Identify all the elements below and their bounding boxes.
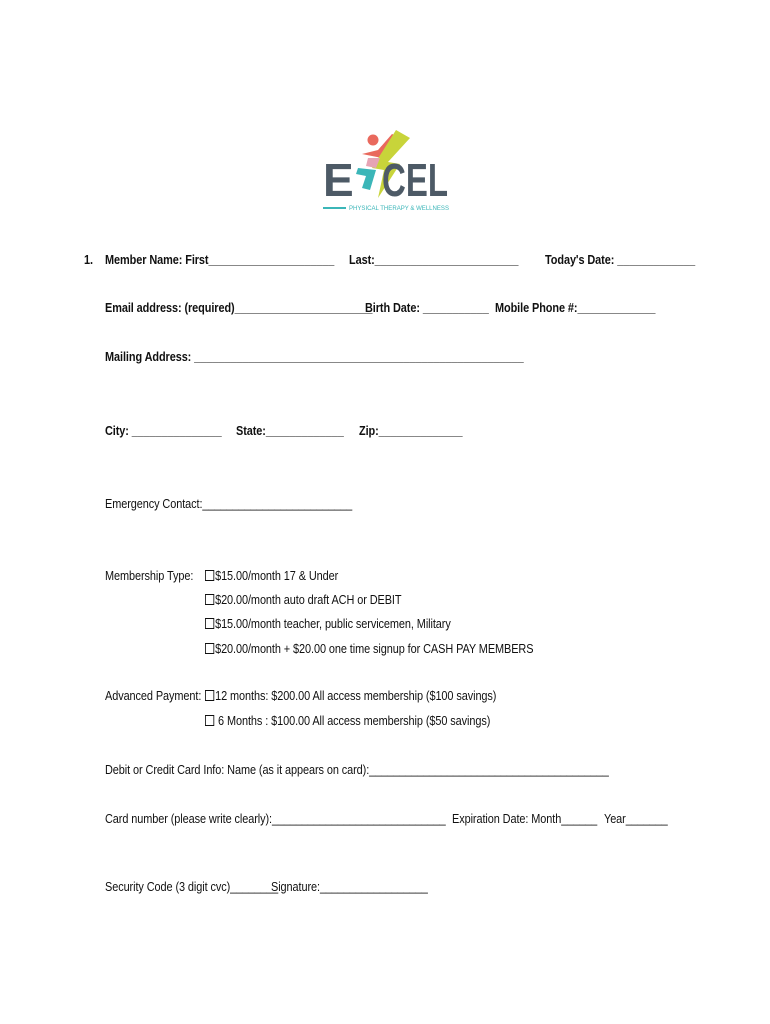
logo-tagline: PHYSICAL THERAPY & WELLNESS xyxy=(349,205,449,212)
logo-figure-head xyxy=(368,135,379,146)
membership-option-label: $15.00/month 17 & Under xyxy=(215,568,339,583)
city-field[interactable]: City: _______________ xyxy=(105,423,222,438)
checkbox[interactable] xyxy=(205,618,214,629)
checkbox[interactable] xyxy=(205,570,214,581)
logo-letters-cel: CEL xyxy=(382,154,448,206)
expiration-month-field[interactable]: Expiration Date: Month______ xyxy=(452,811,598,826)
expiration-year-field[interactable]: Year_______ xyxy=(604,811,668,826)
logo-letter-e: E xyxy=(323,154,354,206)
advanced-payment-option[interactable] xyxy=(205,688,496,703)
signature-field[interactable]: Signature:__________________ xyxy=(271,879,428,894)
logo-graphic xyxy=(318,128,458,216)
email-field[interactable]: Email address: (required)_______________________ xyxy=(105,300,373,315)
membership-option[interactable] xyxy=(205,616,451,631)
card-name-field[interactable]: Debit or Credit Card Info: Name (as it appears on card):________________________________________ xyxy=(105,762,609,777)
membership-option[interactable] xyxy=(205,592,401,607)
membership-option[interactable] xyxy=(205,641,533,656)
checkbox[interactable] xyxy=(205,690,214,701)
emergency-contact-field[interactable]: Emergency Contact:_________________________ xyxy=(105,496,353,511)
membership-option[interactable] xyxy=(205,568,338,583)
mobile-phone-field[interactable]: Mobile Phone #:_____________ xyxy=(495,300,656,315)
checkbox[interactable] xyxy=(205,643,214,654)
mailing-address-field[interactable]: Mailing Address: _______________________________________________________ xyxy=(105,349,524,364)
birth-date-field[interactable]: Birth Date: ___________ xyxy=(365,300,489,315)
advanced-payment-option-label: 12 months: $200.00 All access membership ($100 savings) xyxy=(215,688,497,703)
advanced-payment-label: Advanced Payment: xyxy=(105,688,202,703)
advanced-payment-option-label: 6 Months : $100.00 All access membership ($50 savings) xyxy=(215,713,491,728)
advanced-payment-option[interactable] xyxy=(205,713,490,728)
item-number: 1. xyxy=(84,252,93,267)
membership-option-label: $20.00/month + $20.00 one time signup for CASH PAY MEMBERS xyxy=(215,641,534,656)
security-code-field[interactable]: Security Code (3 digit cvc)________ xyxy=(105,879,279,894)
member-name-field[interactable]: Member Name: First_____________________ xyxy=(105,252,335,267)
card-number-field[interactable]: Card number (please write clearly):_____________________________ xyxy=(105,811,446,826)
membership-option-label: $15.00/month teacher, public servicemen, Military xyxy=(215,616,451,631)
last-name-field[interactable]: Last:________________________ xyxy=(349,252,519,267)
checkbox[interactable] xyxy=(205,594,214,605)
membership-type-label: Membership Type: xyxy=(105,568,194,583)
checkbox[interactable] xyxy=(205,715,214,726)
zip-field[interactable]: Zip:______________ xyxy=(359,423,463,438)
membership-option-label: $20.00/month auto draft ACH or DEBIT xyxy=(215,592,402,607)
todays-date-field[interactable]: Today's Date: _____________ xyxy=(545,252,696,267)
state-field[interactable]: State:_____________ xyxy=(236,423,344,438)
excel-logo xyxy=(318,128,458,221)
logo-figure-leg xyxy=(356,168,376,190)
